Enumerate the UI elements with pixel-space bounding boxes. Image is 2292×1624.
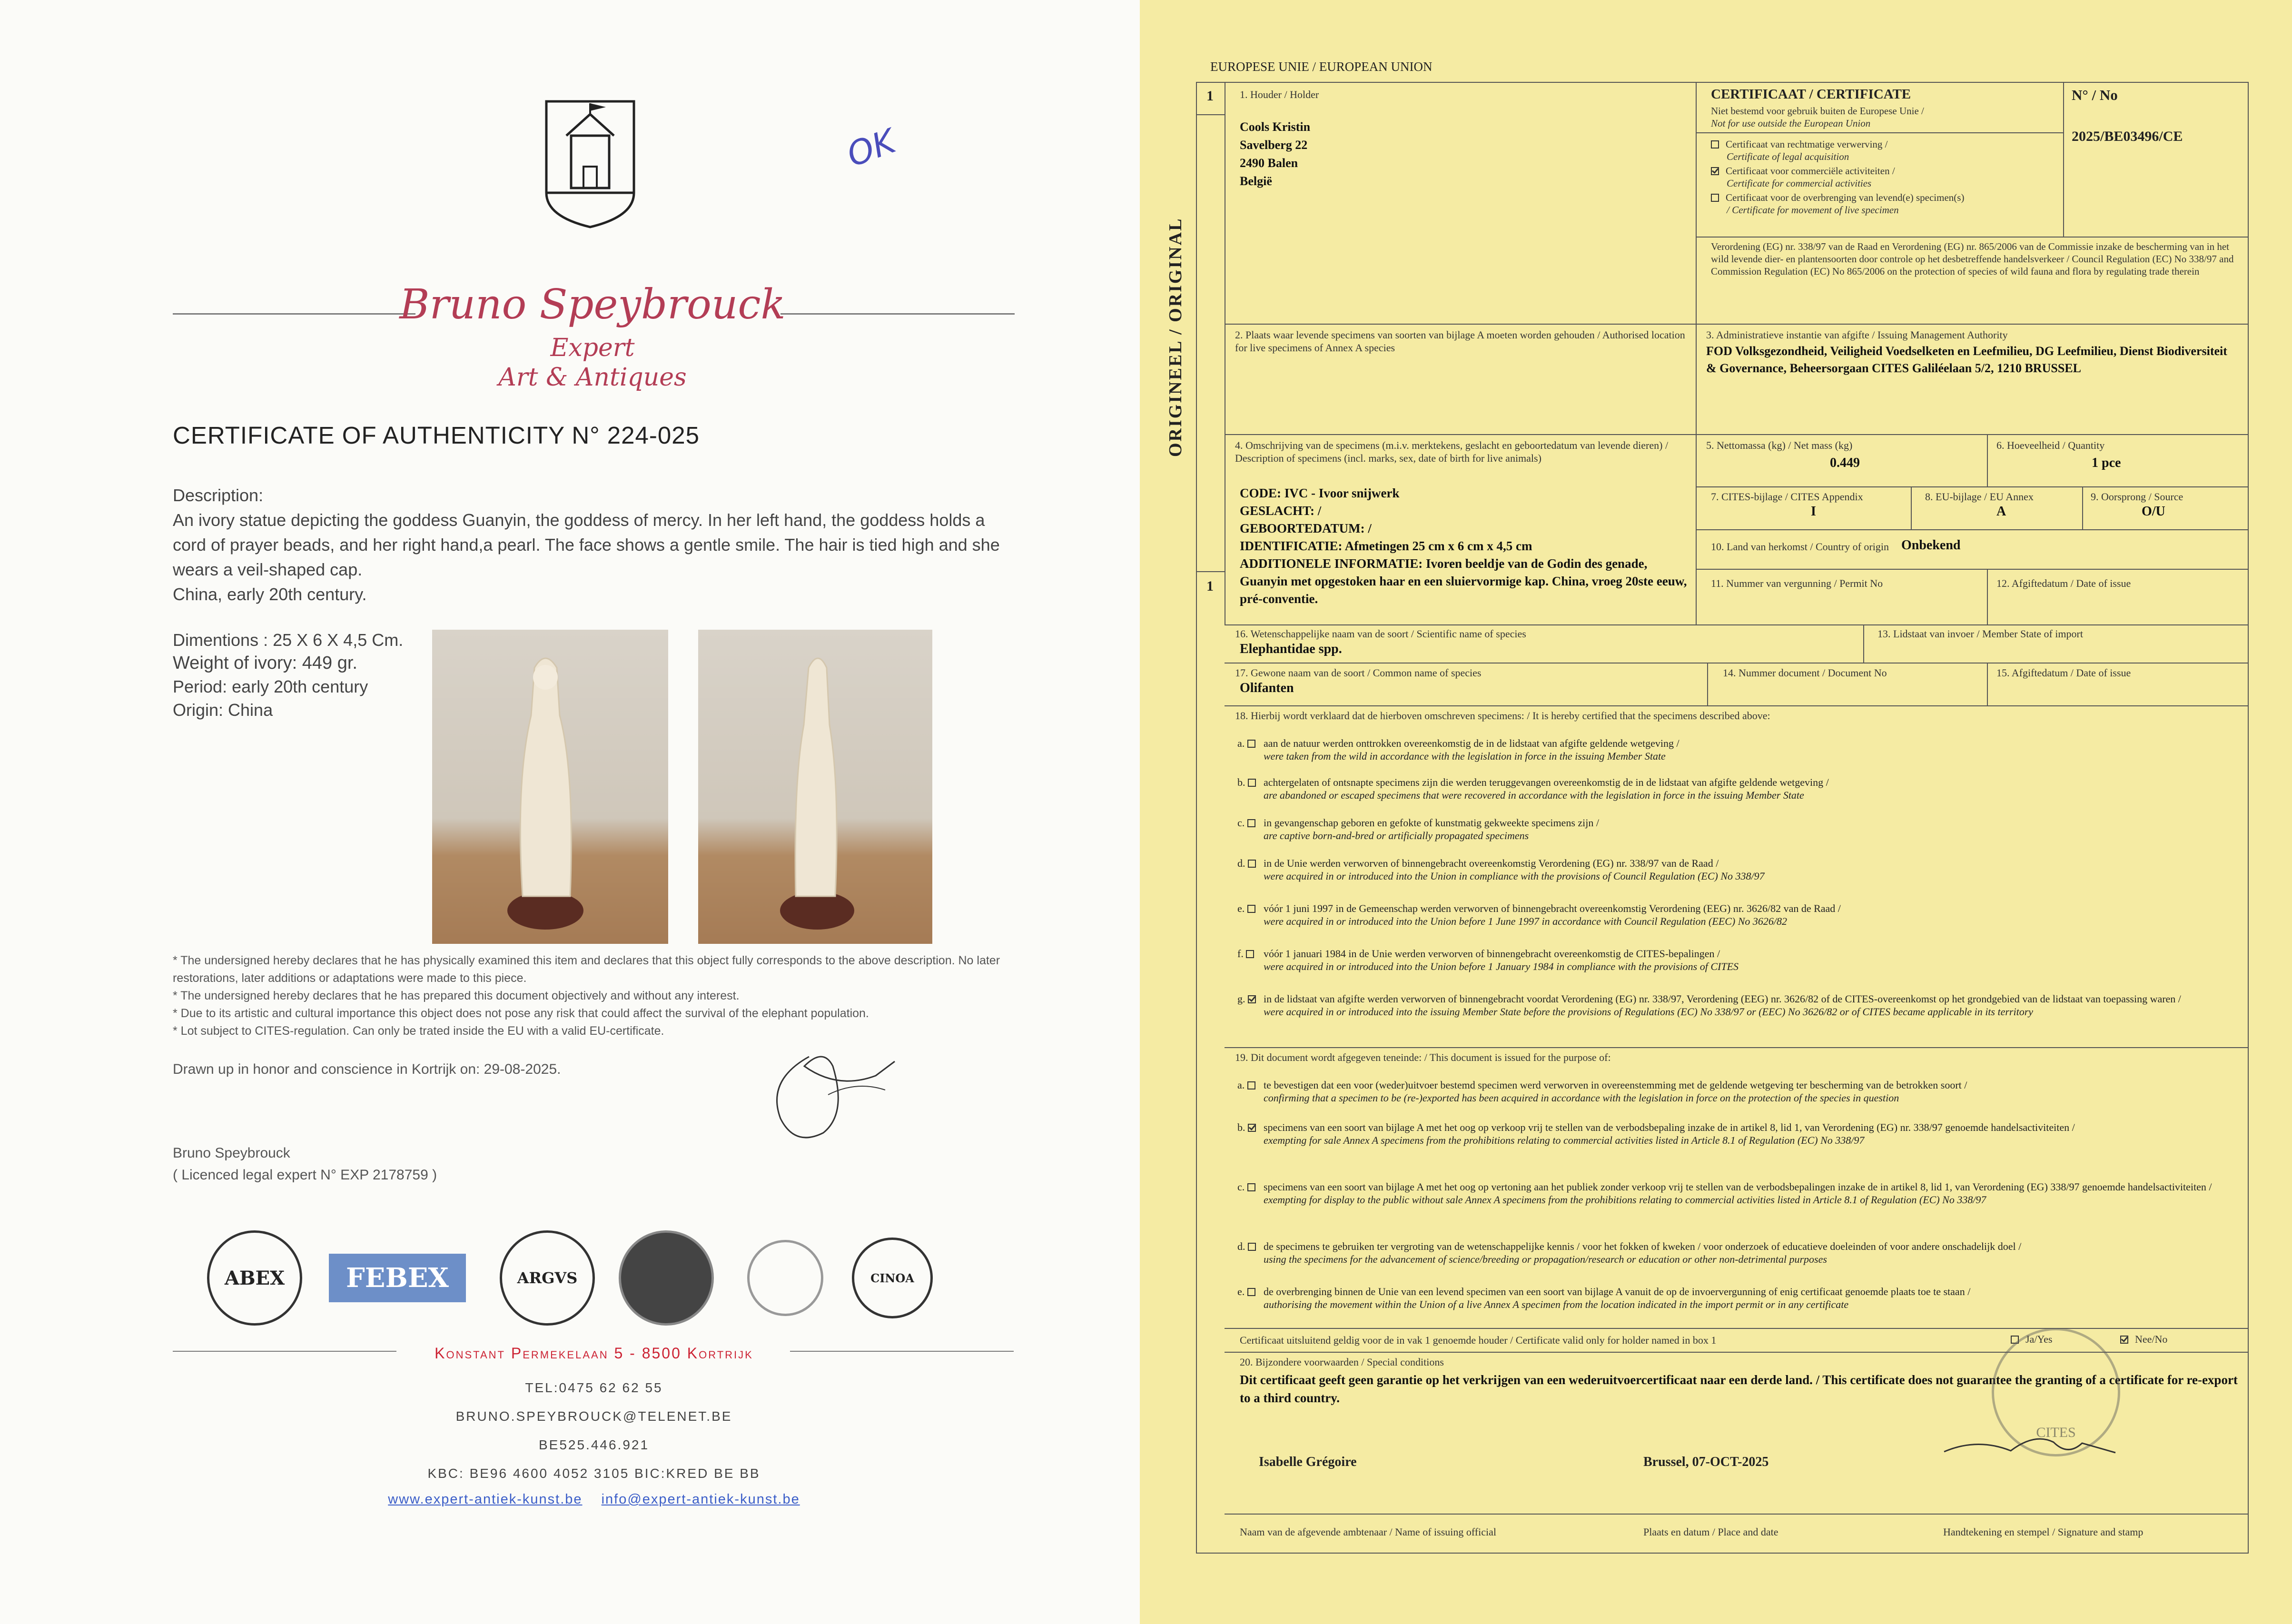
- box15-label: 15. Afgiftedatum / Date of issue: [1996, 667, 2131, 679]
- divider: [1196, 571, 1225, 572]
- holder-line: Savelberg 22: [1240, 138, 1308, 152]
- item-text: [1264, 1121, 2244, 1147]
- description-block: [173, 483, 1020, 607]
- option-text: Certificaat van rechtmatige verwerving /: [1726, 139, 1888, 150]
- brand-role: Expert: [550, 334, 635, 362]
- box20-label: 20. Bijzondere voorwaarden / Special conditions: [1240, 1356, 1444, 1368]
- item-text: [1264, 1240, 2244, 1266]
- drawn-up-line: Drawn up in honor and conscience in Kortrijk on: 29-08-2025.: [173, 1061, 561, 1077]
- telephone: TEL:0475 62 62 55: [525, 1380, 663, 1395]
- column-divider: [1911, 486, 1912, 529]
- brand-field: Art & Antiques: [498, 363, 687, 392]
- cites-certificate-sheet: [1140, 0, 2292, 1624]
- dimensions: Dimentions : 25 X 6 X 4,5 Cm.: [173, 630, 404, 650]
- checkbox[interactable]: [1247, 1288, 1255, 1296]
- item-text: [1264, 816, 2244, 842]
- original-label: ORIGINEEL / ORIGINAL: [1166, 217, 1186, 457]
- divider: [1196, 114, 1225, 115]
- email: BRUNO.SPEYBROUCK@TELENET.BE: [455, 1409, 732, 1424]
- email-link[interactable]: info@expert-antiek-kunst.be: [601, 1492, 800, 1507]
- divider: [1225, 434, 2249, 435]
- weight: Weight of ivory: 449 gr.: [173, 653, 357, 673]
- item-text-nl: in gevangenschap geboren en gefokte of kunstmatig gekweekte specimens zijn /: [1264, 817, 1599, 829]
- item-text-en: were taken from the wild in accordance with the legislation in force in the issuing Member State: [1264, 750, 1666, 762]
- checkbox[interactable]: [1248, 860, 1256, 868]
- divider: [1696, 529, 2249, 530]
- item-text-nl: specimens van een soort van bijlage A met het oog op verkoop vrij te stellen van de verbodsbepaling inzake de in artikel 8, lid 1, van Verordening (EG) nr. 338/97 genoemde handelsactiviteiten /: [1264, 1121, 2075, 1133]
- box-number-top: 1: [1206, 88, 1214, 104]
- checkbox-checked[interactable]: [2120, 1336, 2128, 1344]
- item-text-nl: de specimens te gebruiken ter vergroting van de wetenschappelijke kennis / voor het fokken of kweken / voor onderzoek of educatieve doeleinden of voor andere onschadelijk doel /: [1264, 1240, 2022, 1252]
- box11-label: 11. Nummer van vergunning / Permit No: [1711, 577, 1883, 589]
- item-letter: [1237, 1285, 1262, 1298]
- number-label: N° / No: [2072, 87, 2118, 103]
- item-letter: [1237, 1240, 1263, 1253]
- item-letter-text: b.: [1237, 776, 1248, 788]
- box9-label: 9. Oorsprong / Source: [2091, 491, 2183, 503]
- box6-label: 6. Hoeveelheid / Quantity: [1996, 439, 2105, 451]
- box18-label: 18. Hierbij wordt verklaard dat de hierboven omschreven specimens: / It is hereby certified that the specimens described above:: [1235, 710, 1770, 722]
- febex-label: FEBEX: [329, 1254, 466, 1302]
- cinoa-badge: [850, 1228, 935, 1328]
- tower-logo-icon: [542, 98, 639, 231]
- abex-badge: [205, 1228, 305, 1328]
- item-letter-text: g.: [1237, 993, 1248, 1005]
- box13-label: 13. Lidstaat van invoer / Member State of import: [1877, 628, 2083, 640]
- signer-block: [173, 1142, 437, 1186]
- checkbox[interactable]: [1247, 1183, 1255, 1191]
- item-letter-text: b.: [1237, 1121, 1248, 1133]
- item-text-nl: in de lidstaat van afgifte werden verworven of binnengebracht voordat Verordening (EG) nr. 338/97, Verordening (EEG) nr. 3626/82 of de CITES-overeenkomst op het grondgebied van de lidstaat van toepassing waren /: [1264, 993, 2181, 1005]
- item-text: [1264, 902, 2244, 928]
- divider: [1225, 1047, 2249, 1048]
- description-label: Description:: [173, 485, 264, 505]
- item-letter-text: f.: [1237, 948, 1246, 960]
- column-divider: [2082, 486, 2083, 529]
- item-letter-text: a.: [1237, 1079, 1247, 1091]
- item-letter-text: d.: [1237, 857, 1248, 869]
- brand-name: Bruno Speybrouck: [399, 281, 786, 328]
- crest-icon: [619, 1230, 714, 1326]
- box2-label: 2. Plaats waar levende specimens van soorten van bijlage A moeten worden gehouden / Authorised location for live specimens of Annex A species: [1235, 329, 1685, 354]
- ok-handwritten-mark: OK: [842, 121, 900, 175]
- item-text-en: were acquired in or introduced into the Union before 1 June 1997 in accordance with Council Regulation (EEC) No 3626/82: [1264, 915, 1788, 927]
- item-text-en: authorising the movement within the Union of a live Annex A specimen from the location indicated in the import permit or in any certificate: [1264, 1298, 1849, 1310]
- divider: [1696, 132, 2063, 133]
- item-letter-text: d.: [1237, 1240, 1248, 1252]
- item-letter-text: e.: [1237, 902, 1247, 914]
- box3-label: 3. Administratieve instantie van afgifte / Issuing Management Authority: [1706, 329, 2008, 341]
- footer-name-label: Naam van de afgevende ambtenaar / Name of issuing official: [1240, 1526, 1496, 1538]
- item-letter: [1237, 1121, 1263, 1134]
- box12-label: 12. Afgiftedatum / Date of issue: [1996, 577, 2131, 589]
- brand-tagline: [171, 333, 1014, 392]
- box16-value: Elephantidae spp.: [1240, 642, 1342, 656]
- option-text: / Certificate for movement of live specimen: [1727, 204, 1899, 216]
- cert-note-nl: Niet bestemd voor gebruik buiten de Europese Unie /: [1711, 105, 1924, 117]
- facts-block: [173, 628, 403, 722]
- box7-value: I: [1811, 504, 1816, 519]
- box8-value: A: [1996, 504, 2006, 519]
- yes-label: Ja/Yes: [2025, 1333, 2053, 1345]
- item-letter-text: c.: [1237, 817, 1247, 829]
- box8-label: 8. EU-bijlage / EU Annex: [1925, 491, 2034, 503]
- box10-value: Onbekend: [1901, 538, 1961, 553]
- item-text: [1264, 1079, 2244, 1104]
- statue-front-image: [432, 630, 668, 944]
- column-divider: [1987, 434, 1988, 486]
- certificate-label: CERTIFICAAT / CERTIFICATE: [1711, 87, 1911, 102]
- item-letter: [1237, 1079, 1262, 1091]
- declaration-item: * Due to its artistic and cultural importance this object does not pose any risk that could affect the survival of the elephant population.: [173, 1007, 869, 1020]
- item-text-en: are captive born-and-bred or artificially propagated specimens: [1264, 830, 1529, 842]
- item-text-en: are abandoned or escaped specimens that were recovered in accordance with the legislation in force in the issuing Member State: [1264, 789, 1804, 801]
- holder-line: 2490 Balen: [1240, 156, 1298, 170]
- divider: [1696, 237, 2249, 238]
- box19-label: 19. Dit document wordt afgegeven teneinde: / This document is issued for the purpose of:: [1235, 1051, 1611, 1063]
- item-letter: [1237, 992, 1263, 1005]
- option-text: Certificate of legal acquisition: [1727, 151, 1849, 162]
- item-text: [1264, 1180, 2244, 1206]
- checkbox-checked[interactable]: [1248, 995, 1256, 1003]
- box4-value: CODE: IVC - Ivoor snijwerk GESLACHT: / GEBOORTEDATUM: / IDENTIFICATIE: Afmetingen 25 cm x 6 cm x 4,5 cm ADDITIONELE INFORMATIE: Ivoren beeldje van de Godin des genade, Guanyin met opgestoken haar en een sluiervormige kap. China, vroeg 20ste eeuw, pré-conventie.: [1240, 486, 1687, 606]
- checkbox[interactable]: [1247, 1081, 1255, 1089]
- checkbox[interactable]: [1248, 779, 1256, 787]
- declaration-item: * Lot subject to CITES-regulation. Can only be trated inside the EU with a valid EU-certificate.: [173, 1024, 664, 1038]
- expert-signature: [752, 1038, 909, 1152]
- checkbox[interactable]: [1247, 905, 1255, 913]
- argvs-badge: [495, 1228, 600, 1328]
- divider: [1696, 486, 2249, 487]
- box3-value: FOD Volksgezondheid, Veiligheid Voedselketen en Leefmilieu, DG Leefmilieu, Dienst Biodiversiteit & Governance, Beheersorgaan CITES Galiléelaan 5/2, 1210 BRUSSEL: [1706, 344, 2227, 375]
- box14-label: 14. Nummer document / Document No: [1723, 667, 1887, 679]
- box16-label: 16. Wetenschappelijke naam van de soort / Scientific name of species: [1235, 628, 1526, 640]
- website-link[interactable]: www.expert-antiek-kunst.be: [388, 1492, 583, 1507]
- option-text: Certificate for commercial activities: [1727, 178, 1872, 189]
- certificate-number: 2025/BE03496/CE: [2072, 129, 2183, 144]
- checkbox[interactable]: [1711, 140, 1719, 149]
- item-text-en: were acquired in or introduced into the issuing Member State before the provisions of Regulations (EC) No 338/97 or (EEC) No 3626/82 or of CITES became applicable in its territory: [1264, 1006, 2034, 1018]
- holder-line: Cools Kristin: [1240, 120, 1311, 134]
- item-text: [1264, 947, 2244, 973]
- checkbox-checked[interactable]: [1711, 167, 1719, 175]
- item-text: [1264, 857, 2244, 882]
- divider: [1225, 705, 2249, 706]
- cert-option-commercial: [1711, 165, 1895, 189]
- item-text-en: exempting for sale Annex A specimens from the prohibitions relating to commercial activities listed in Article 8.1 of Regulation (EC) No 338/97: [1264, 1134, 1865, 1146]
- item-text-nl: in de Unie werden verworven of binnengebracht overeenkomstig Verordening (EG) nr. 338/97 van de Raad /: [1264, 857, 1719, 869]
- column-divider: [1863, 624, 1864, 663]
- item-text: [1264, 1285, 2244, 1311]
- column-divider: [1707, 663, 1708, 705]
- statue-photo-front: [432, 630, 668, 944]
- place-and-date: Brussel, 07-OCT-2025: [1643, 1455, 1769, 1469]
- item-letter: [1237, 737, 1262, 750]
- item-letter: [1237, 902, 1262, 915]
- declaration-item: * The undersigned hereby declares that he has physically examined this item and declares that this object fully corresponds to the above description. No later restorations, later additions or adaptations were made to this piece.: [173, 954, 1000, 985]
- signer-licence: ( Licenced legal expert N° EXP 2178759 ): [173, 1167, 437, 1183]
- footer-sign-label: Handtekening en stempel / Signature and stamp: [1943, 1526, 2144, 1538]
- febex-badge: [326, 1228, 469, 1328]
- divider: [1225, 624, 2249, 625]
- item-letter: [1237, 947, 1261, 960]
- box6-value: 1 pce: [2092, 456, 2121, 470]
- option-text: Certificaat voor de overbrenging van levend(e) specimen(s): [1726, 192, 1965, 203]
- item-text-nl: specimens van een soort van bijlage A met het oog op vertoning aan het publiek zonder verkoop vrij te stellen van de verbodsbepalingen inzake de in artikel 8, lid 1, van Verordening (EG) 338/97 genoemde handelsactiviteiten /: [1264, 1181, 2212, 1193]
- chamber-seal-icon: [747, 1240, 823, 1316]
- item-letter-text: e.: [1237, 1286, 1247, 1297]
- box5-label: 5. Nettomassa (kg) / Net mass (kg): [1706, 439, 1853, 451]
- statue-photo-side: [698, 630, 932, 944]
- divider: [1696, 569, 2249, 570]
- box20-value: Dit certificaat geeft geen garantie op het verkrijgen van een wederuitvoercertificaat naar een derde land. / This certificate does not guarantee the granting of a certificate for re-export to a third country.: [1240, 1373, 2238, 1405]
- option-text: Certificaat voor commerciële activiteiten /: [1726, 165, 1895, 177]
- union-header: EUROPESE UNIE / EUROPEAN UNION: [1210, 59, 1432, 74]
- checkbox[interactable]: [1247, 819, 1255, 827]
- column-divider: [1696, 82, 1697, 624]
- no-option: [2120, 1333, 2167, 1346]
- regulation-text: Verordening (EG) nr. 338/97 van de Raad en Verordening (EG) nr. 865/2006 van de Commissie inzake de bescherming van in het wild levende dier- en plantensoorten door controle op het desbetreffende handelsverkeer / Council Regulation (EC) No 338/97 and Commission Regulation (EC) No 865/2006 on the protection of species of wild fauna and flora by regulating trade therein: [1711, 241, 2234, 277]
- item-letter-text: c.: [1237, 1181, 1247, 1193]
- box17-label: 17. Gewone naam van de soort / Common name of species: [1235, 667, 1482, 679]
- bank-details: KBC: BE96 4600 4052 3105 BIC:KRED BE BB: [427, 1466, 761, 1481]
- checkbox-checked[interactable]: [1248, 1124, 1256, 1132]
- description-date: China, early 20th century.: [173, 584, 367, 604]
- box-number-bottom: 1: [1206, 578, 1214, 594]
- checkbox[interactable]: [1711, 194, 1719, 202]
- item-text: [1264, 992, 2244, 1018]
- holder-value: [1240, 118, 1310, 190]
- box10-label: 10. Land van herkomst / Country of origin: [1711, 541, 1889, 553]
- item-text-en: confirming that a specimen to be (re-)exported has been acquired in accordance with the legislation in force on the protection of the species in question: [1264, 1092, 1899, 1104]
- crest-badge: [619, 1228, 714, 1328]
- item-text-en: were acquired in or introduced into the Union before 1 January 1984 in compliance with the provisions of CITES: [1264, 961, 1739, 972]
- address: Konstant Permekelaan 5 - 8500 Kortrijk: [435, 1345, 753, 1362]
- box5-value: 0.449: [1830, 456, 1860, 470]
- box7-label: 7. CITES-bijlage / CITES Appendix: [1711, 491, 1863, 503]
- holder-line: België: [1240, 174, 1272, 188]
- period: Period: early 20th century: [173, 677, 368, 696]
- cinoa-label: CINOA: [852, 1238, 933, 1318]
- box4-label: 4. Omschrijving van de specimens (m.i.v. merktekens, geslacht en geboortedatum van levende dieren) / Description of specimens (incl. marks, sex, date of birth for live animals): [1235, 439, 1669, 464]
- item-text-nl: vóór 1 januari 1984 in de Unie werden verworven of binnengebracht overeenkomstig de CITES-bepalingen /: [1264, 948, 1720, 960]
- official-signature: [1939, 1423, 2120, 1466]
- vat-number: BE525.446.921: [538, 1437, 650, 1452]
- checkbox[interactable]: [1247, 740, 1255, 748]
- item-text-en: were acquired in or introduced into the Union in compliance with the provisions of Council Regulation (EC) No 338/97: [1264, 870, 1765, 882]
- item-letter: [1237, 857, 1263, 870]
- item-text-nl: aan de natuur werden onttrokken overeenkomstig de in de lidstaat van afgifte geldende wetgeving /: [1264, 737, 1679, 749]
- signer-name: Bruno Speybrouck: [173, 1145, 290, 1161]
- checkbox[interactable]: [1248, 1243, 1256, 1251]
- declarations: [173, 952, 1020, 1040]
- column-divider: [1987, 663, 1988, 705]
- declaration-item: * The undersigned hereby declares that he has prepared this document objectively and without any interest.: [173, 989, 740, 1002]
- footer-place-label: Plaats en datum / Place and date: [1643, 1526, 1778, 1538]
- item-letter-text: a.: [1237, 737, 1247, 749]
- holder-label: 1. Houder / Holder: [1240, 89, 1319, 100]
- box17-value: Olifanten: [1240, 681, 1294, 695]
- item-text-nl: de overbrenging binnen de Unie van een levend specimen van een soort van bijlage A vanuit de op de invoervergunning of enig certificaat genoemde plaats toe te staan /: [1264, 1286, 1971, 1297]
- column-divider: [2063, 82, 2064, 237]
- item-text-nl: achtergelaten of ontsnapte specimens zijn die werden teruggevangen overeenkomstig de in de lidstaat van afgifte geldende wetgeving /: [1264, 776, 1829, 788]
- links: [173, 1492, 1015, 1507]
- checkbox[interactable]: [1246, 950, 1254, 958]
- item-letter: [1237, 776, 1263, 789]
- statue-side-image: [698, 630, 932, 944]
- divider: [1225, 1514, 2249, 1515]
- item-text: [1264, 737, 2244, 762]
- cert-option-legal: [1711, 138, 1888, 163]
- divider: [1225, 1328, 2249, 1329]
- origin: Origin: China: [173, 700, 273, 720]
- expert-certificate-sheet: [0, 0, 1140, 1624]
- chamber-badge: [742, 1228, 828, 1328]
- cert-option-live: [1711, 191, 1964, 216]
- item-text: [1264, 776, 2244, 802]
- divider: [1225, 324, 2249, 325]
- item-text-en: using the specimens for the advancement of science/breeding or propagation/research or education or other non-detrimental purposes: [1264, 1253, 1827, 1265]
- argvs-label: ARGVS: [500, 1230, 595, 1326]
- issuing-official-name: Isabelle Grégoire: [1259, 1455, 1357, 1469]
- column-divider: [1987, 569, 1988, 624]
- no-label: Nee/No: [2135, 1333, 2168, 1345]
- description-text: An ivory statue depicting the goddess Guanyin, the goddess of mercy. In her left hand, the goddess holds a cord of prayer beads, and her right hand,a pearl. The face shows a gentle smile. The hair is tied high and she wears a veil-shaped cap.: [173, 510, 1000, 579]
- item-text-nl: te bevestigen dat een voor (weder)uitvoer bestemd specimen werd verworven in overeenstemming met de geldende wetgeving ter bescherming van de betrokken soort /: [1264, 1079, 1967, 1091]
- item-text-en: exempting for display to the public without sale Annex A specimens from the prohibitions relating to commercial activities listed in Article 8.1 of Regulation (EC) No 338/97: [1264, 1194, 1986, 1206]
- cert-note-en: Not for use outside the European Union: [1711, 118, 1871, 129]
- certificate-title: CERTIFICATE OF AUTHENTICITY N° 224-025: [173, 422, 700, 449]
- item-letter: [1237, 816, 1262, 829]
- stamp-text: CITES: [2036, 1425, 2076, 1440]
- item-letter: [1237, 1180, 1262, 1193]
- abex-label: ABEX: [207, 1230, 302, 1326]
- item-text-nl: vóór 1 juni 1997 in de Gemeenschap werden verworven of binnengebracht overeenkomstig Verordening (EEG) nr. 3626/82 van de Raad /: [1264, 902, 1841, 914]
- validity-label: Certificaat uitsluitend geldig voor de in vak 1 genoemde houder / Certificate valid only for holder named in box 1: [1240, 1334, 1717, 1346]
- box9-value: O/U: [2142, 504, 2165, 519]
